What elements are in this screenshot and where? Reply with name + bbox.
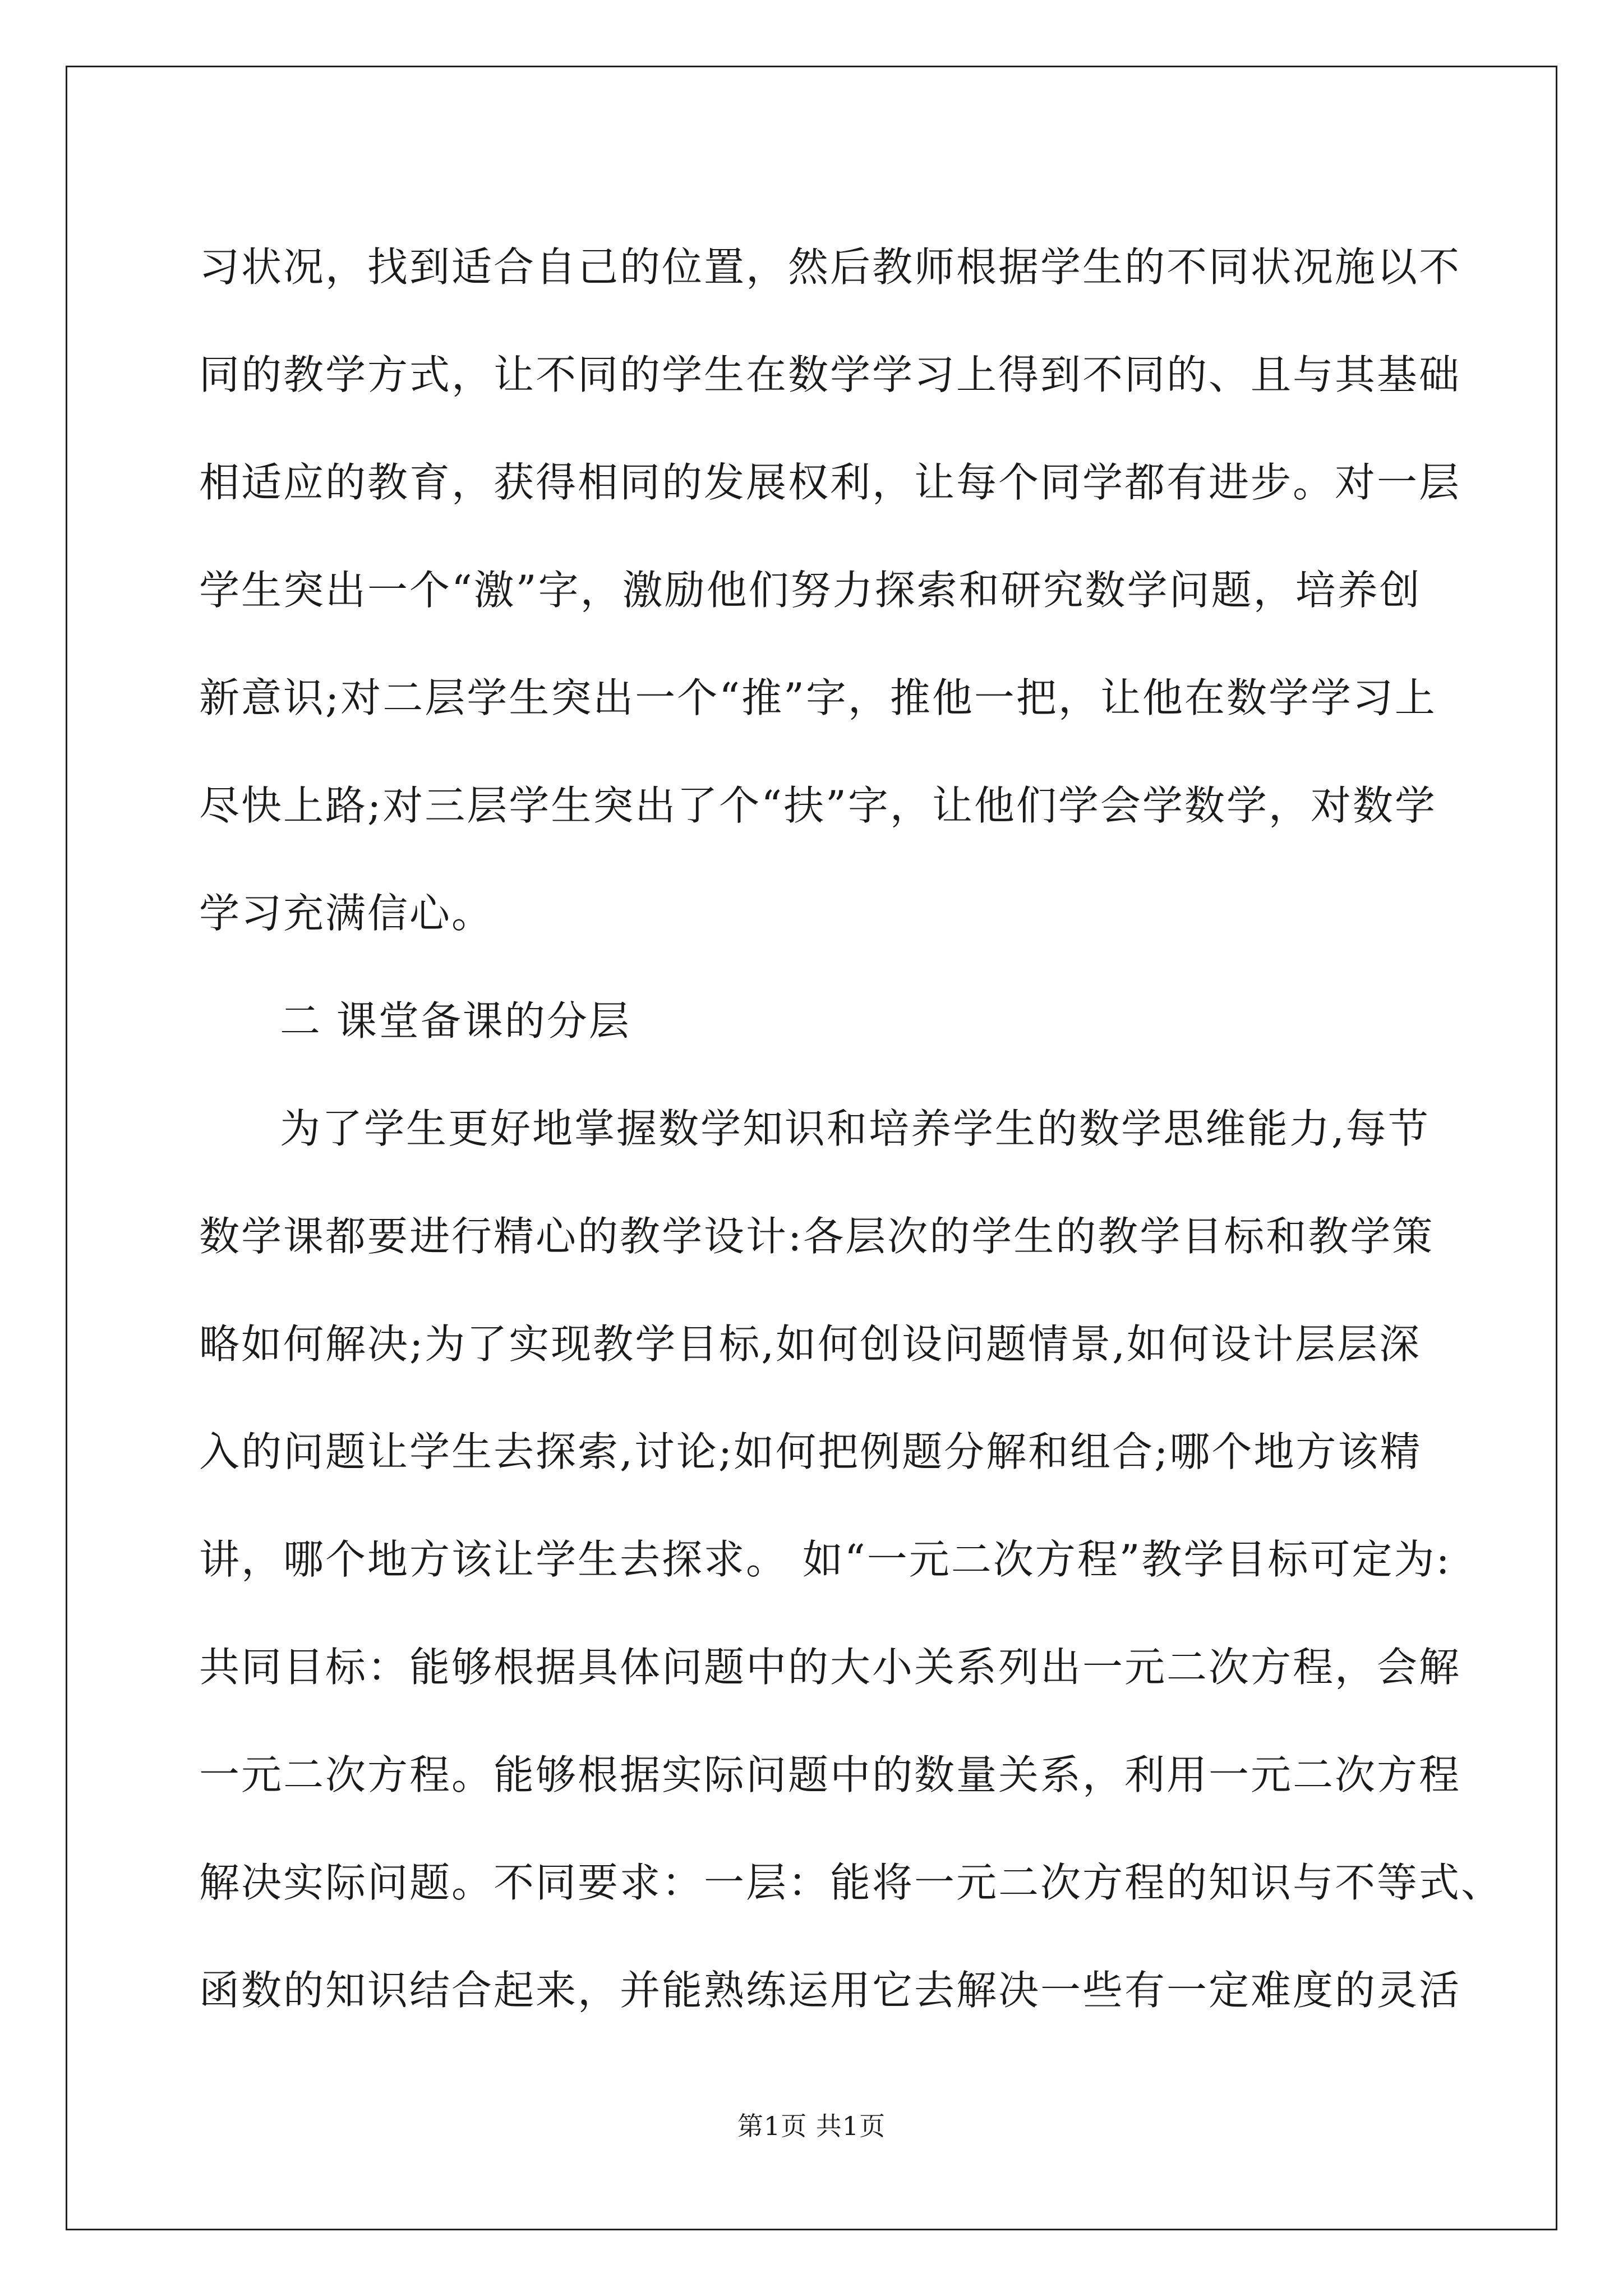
text-line: 略如何解决;为了实现教学目标,如何创设问题情景,如何设计层层深 <box>199 1320 1422 1368</box>
text-line: 学习充满信心。 <box>199 890 494 937</box>
text-line: 函数的知识结合起来，并能熟练运用它去解决一些有一定难度的灵活 <box>199 1967 1461 2014</box>
page-footer: 第1页 共1页 <box>737 2111 886 2141</box>
paragraph-start-line: 为了学生更好地掌握数学知识和培养学生的数学思维能力,每节 <box>280 1105 1430 1152</box>
document-body <box>199 213 1504 2044</box>
text-line: 尽快上路;对三层学生突出了个“扶”字，让他们学会学数学，对数学 <box>199 782 1437 829</box>
text-line: 同的教学方式，让不同的学生在数学学习上得到不同的、且与其基础 <box>199 351 1461 398</box>
text-line: 一元二次方程。能够根据实际问题中的数量关系，利用一元二次方程 <box>199 1751 1461 1798</box>
text-line: 解决实际问题。不同要求：一层：能将一元二次方程的知识与不等式、 <box>199 1859 1504 1906</box>
text-line: 相适应的教育，获得相同的发展权利，让每个同学都有进步。对一层 <box>199 459 1461 506</box>
text-line: 新意识;对二层学生突出一个“推”字，推他一把，让他在数学学习上 <box>199 674 1437 721</box>
text-line: 讲，哪个地方该让学生去探求。 如“一元二次方程”教学目标可定为: <box>199 1536 1451 1583</box>
text-line: 习状况，找到适合自己的位置，然后教师根据学生的不同状况施以不 <box>199 243 1461 291</box>
section-heading: 二 课堂备课的分层 <box>280 997 631 1045</box>
text-line: 共同目标：能够根据具体问题中的大小关系列出一元二次方程，会解 <box>199 1644 1461 1691</box>
text-line: 学生突出一个“激”字，激励他们努力探索和研究数学问题，培养创 <box>199 567 1422 614</box>
text-line: 入的问题让学生去探索,讨论;如何把例题分解和组合;哪个地方该精 <box>199 1428 1422 1475</box>
text-line: 数学课都要进行精心的教学设计:各层次的学生的教学目标和教学策 <box>199 1213 1435 1260</box>
